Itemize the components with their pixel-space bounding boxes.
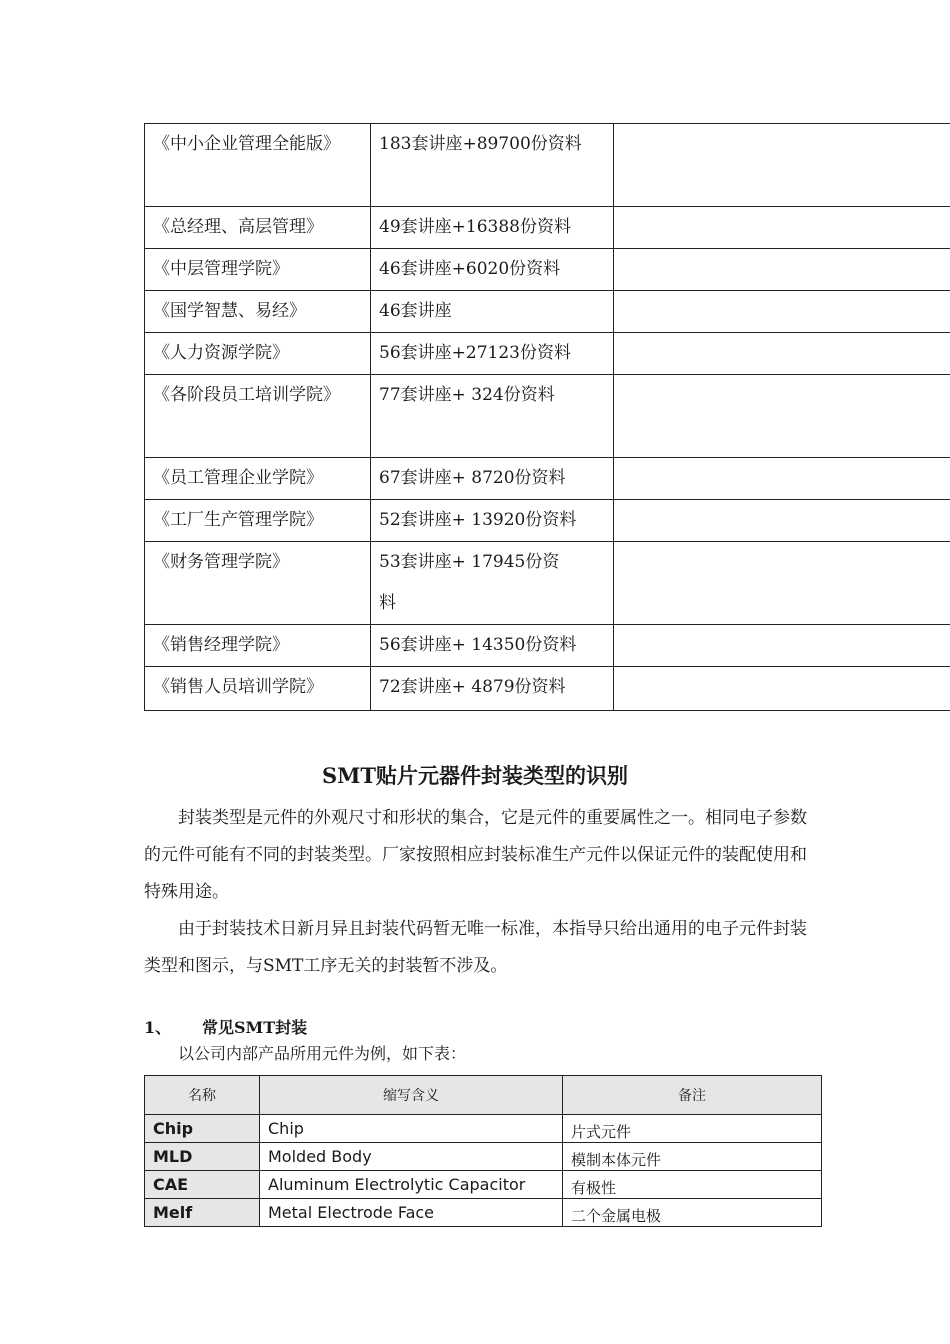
catalog-name: 《总经理、高层管理》 bbox=[145, 207, 371, 249]
package-table bbox=[144, 1075, 822, 1227]
catalog-name: 《销售经理学院》 bbox=[145, 625, 371, 667]
table-row bbox=[145, 124, 950, 207]
catalog-content: 52套讲座+ 13920份资料 bbox=[371, 500, 614, 542]
table-row bbox=[145, 249, 950, 291]
table-row bbox=[145, 1199, 822, 1227]
section-number: 1、 bbox=[144, 1018, 172, 1037]
catalog-name: 《财务管理学院》 bbox=[145, 542, 371, 625]
catalog-content: 67套讲座+ 8720份资料 bbox=[371, 458, 614, 500]
package-name: Melf bbox=[145, 1199, 260, 1227]
catalog-note bbox=[614, 667, 950, 711]
table-row bbox=[145, 375, 950, 458]
table-row bbox=[145, 1143, 822, 1171]
catalog-content: 56套讲座+ 14350份资料 bbox=[371, 625, 614, 667]
package-note: 模制本体元件 bbox=[563, 1143, 822, 1171]
section-intro: 以公司内部产品所用元件为例，如下表： bbox=[178, 1044, 467, 1063]
catalog-content: 53套讲座+ 17945份资料 bbox=[371, 542, 614, 625]
catalog-name: 《各阶段员工培训学院》 bbox=[145, 375, 371, 458]
table-row bbox=[145, 542, 950, 625]
paragraph: 由于封装技术日新月异且封装代码暂无唯一标准，本指导只给出通用的电子元件封装类型和图示，与SMT工序无关的封装暂不涉及。 bbox=[144, 919, 807, 976]
table-header-row bbox=[145, 1076, 822, 1115]
catalog-note bbox=[614, 375, 950, 458]
column-header: 备注 bbox=[563, 1076, 822, 1115]
catalog-content: 77套讲座+ 324份资料 bbox=[371, 375, 614, 458]
catalog-note bbox=[614, 542, 950, 625]
package-note: 片式元件 bbox=[563, 1115, 822, 1143]
catalog-name: 《工厂生产管理学院》 bbox=[145, 500, 371, 542]
package-meaning: Molded Body bbox=[260, 1143, 563, 1171]
catalog-note bbox=[614, 500, 950, 542]
table-row bbox=[145, 500, 950, 542]
package-meaning: Metal Electrode Face bbox=[260, 1199, 563, 1227]
catalog-name: 《人力资源学院》 bbox=[145, 333, 371, 375]
catalog-content: 49套讲座+16388份资料 bbox=[371, 207, 614, 249]
table-row bbox=[145, 333, 950, 375]
catalog-content: 72套讲座+ 4879份资料 bbox=[371, 667, 614, 711]
catalog-content: 56套讲座+27123份资料 bbox=[371, 333, 614, 375]
catalog-note bbox=[614, 291, 950, 333]
table-row bbox=[145, 1171, 822, 1199]
catalog-note bbox=[614, 625, 950, 667]
paragraph: 封装类型是元件的外观尺寸和形状的集合，它是元件的重要属性之一。相同电子参数的元件可能有不同的封装类型。厂家按照相应封装标准生产元件以保证元件的装配使用和特殊用途。 bbox=[144, 808, 807, 902]
catalog-name: 《国学智慧、易经》 bbox=[145, 291, 371, 333]
table-row bbox=[145, 667, 950, 711]
catalog-name: 《销售人员培训学院》 bbox=[145, 667, 371, 711]
catalog-note bbox=[614, 333, 950, 375]
table-row bbox=[145, 625, 950, 667]
catalog-content: 183套讲座+89700份资料 bbox=[371, 124, 614, 207]
section-heading bbox=[144, 1014, 307, 1042]
article-title: SMT贴片元器件封装类型的识别 bbox=[321, 763, 629, 788]
catalog-content: 46套讲座+6020份资料 bbox=[371, 249, 614, 291]
catalog-content: 46套讲座 bbox=[371, 291, 614, 333]
package-name: CAE bbox=[145, 1171, 260, 1199]
table-row bbox=[145, 207, 950, 249]
package-meaning: Aluminum Electrolytic Capacitor bbox=[260, 1171, 563, 1199]
package-note: 有极性 bbox=[563, 1171, 822, 1199]
package-note: 二个金属电极 bbox=[563, 1199, 822, 1227]
table-row bbox=[145, 291, 950, 333]
catalog-name: 《员工管理企业学院》 bbox=[145, 458, 371, 500]
column-header: 缩写含义 bbox=[260, 1076, 563, 1115]
catalog-note bbox=[614, 124, 950, 207]
catalog-name: 《中小企业管理全能版》 bbox=[145, 124, 371, 207]
section-title: 常见SMT封装 bbox=[202, 1018, 308, 1037]
package-name: Chip bbox=[145, 1115, 260, 1143]
catalog-note bbox=[614, 458, 950, 500]
table-row bbox=[145, 1115, 822, 1143]
package-name: MLD bbox=[145, 1143, 260, 1171]
table-row bbox=[145, 458, 950, 500]
column-header: 名称 bbox=[145, 1076, 260, 1115]
package-meaning: Chip bbox=[260, 1115, 563, 1143]
catalog-name: 《中层管理学院》 bbox=[145, 249, 371, 291]
catalog-note bbox=[614, 249, 950, 291]
catalog-table bbox=[144, 123, 950, 711]
catalog-note bbox=[614, 207, 950, 249]
